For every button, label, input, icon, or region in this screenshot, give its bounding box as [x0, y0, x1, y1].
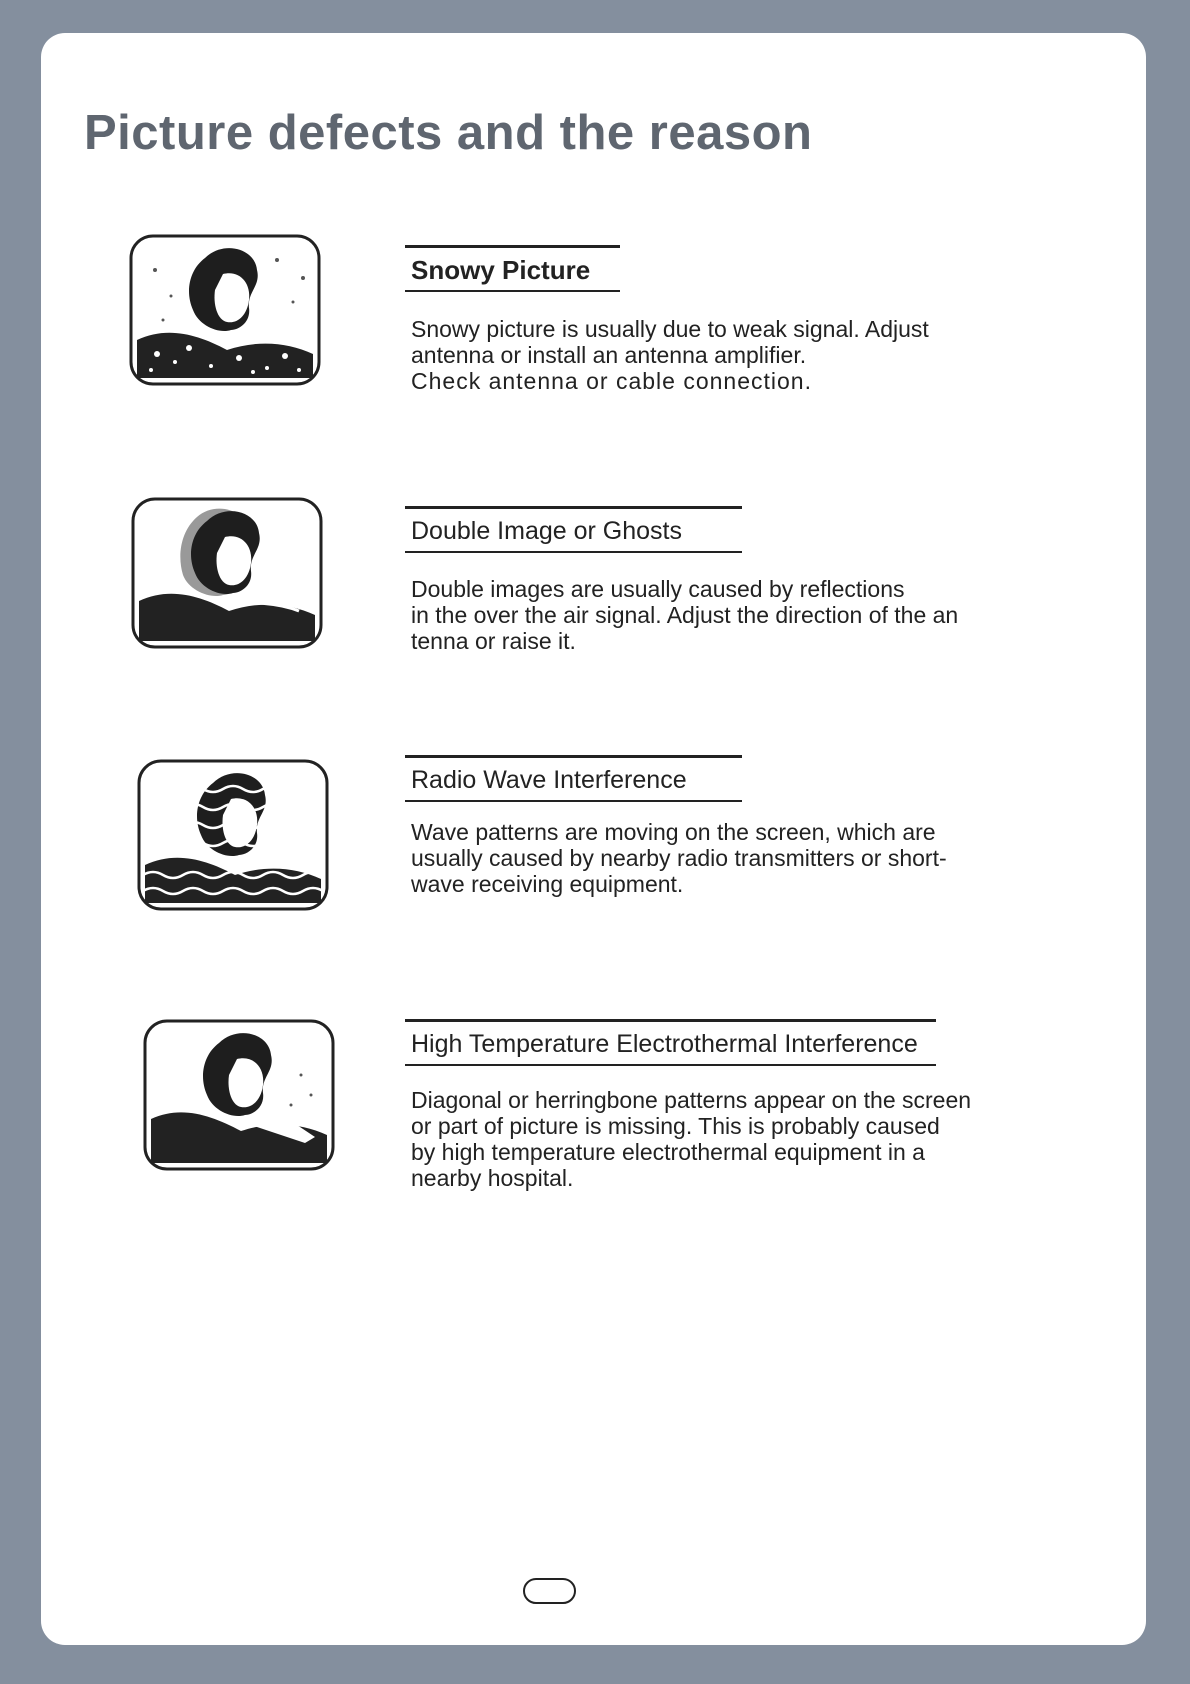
description-line: Double images are usually caused by reflections	[411, 576, 905, 602]
page-number-oval	[523, 1578, 576, 1604]
tv-wave-interference-icon	[135, 755, 331, 915]
tv-electrothermal-interference-icon	[141, 1015, 337, 1175]
description-line: antenna or install an antenna amplifier.	[411, 342, 807, 368]
description-line: Snowy picture is usually due to weak signal. Adjust	[411, 316, 929, 342]
section-heading: Double Image or Ghosts	[405, 506, 742, 553]
section-description	[411, 819, 1051, 897]
description-line: tenna or raise it.	[411, 628, 576, 654]
section-heading: Radio Wave Interference	[405, 755, 742, 802]
tv-snowy-picture-icon	[127, 230, 323, 390]
tv-double-image-icon	[129, 493, 325, 653]
description-line: by high temperature electrothermal equipment in a	[411, 1139, 925, 1165]
section-description	[411, 316, 1051, 394]
page-sheet	[41, 33, 1146, 1645]
section-description	[411, 1087, 1051, 1191]
section-heading: High Temperature Electrothermal Interference	[405, 1019, 936, 1066]
description-line: Diagonal or herringbone patterns appear on the screen	[411, 1087, 972, 1113]
description-line: nearby hospital.	[411, 1165, 574, 1191]
description-line: or part of picture is missing. This is probably caused	[411, 1113, 940, 1139]
description-line: wave receiving equipment.	[411, 871, 684, 897]
description-line: Wave patterns are moving on the screen, which are	[411, 819, 936, 845]
description-line: usually caused by nearby radio transmitters or short-	[411, 845, 947, 871]
page-title: Picture defects and the reason	[84, 106, 813, 160]
description-line: in the over the air signal. Adjust the direction of the an	[411, 602, 959, 628]
section-description	[411, 576, 1051, 654]
description-line: Check antenna or cable connection.	[411, 368, 812, 394]
section-heading: Snowy Picture	[405, 245, 620, 292]
